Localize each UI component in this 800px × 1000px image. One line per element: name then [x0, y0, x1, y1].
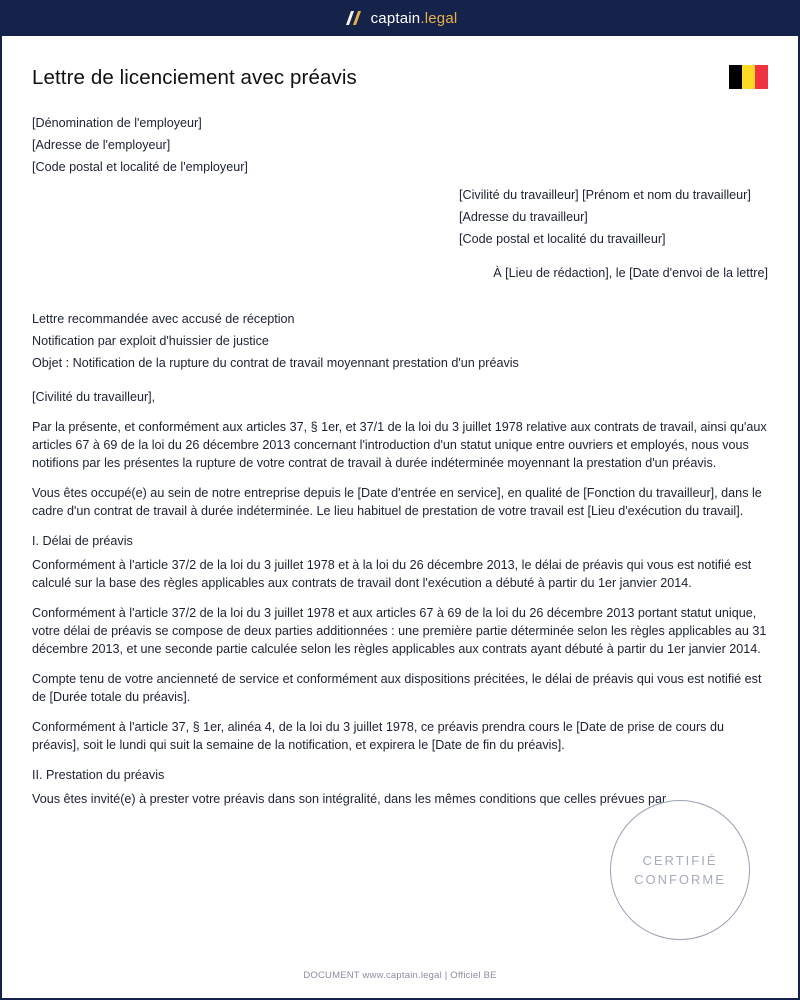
employer-line: [Dénomination de l'employeur]: [32, 116, 202, 130]
body-paragraph: Vous êtes occupé(e) au sein de notre entreprise depuis le [Date d'entrée en service], en qualité de [Fonction du travailleur], dans le cadre d'un contrat de travail à durée indéterminée. Le lieu habituel de prestation de votre travail est [Lieu d'exécution du travail].: [32, 486, 762, 518]
subject-line: Objet : Notification de la rupture du contrat de travail moyennant prestation d'un préavis: [32, 356, 519, 370]
stamp-line: CERTIFIÉ: [642, 853, 718, 868]
body-paragraph: Conformément à l'article 37/2 de la loi du 3 juillet 1978 et aux articles 67 à 69 de la loi du 26 décembre 2013 portant statut unique, votre délai de préavis se compose de deux parties additionnées : une première partie déterminée selon les règles applicables au 31 décembre 2013, et une seconde partie calculée selon les règles applicables aux contrats ayant débuté à partir du 1er janvier 2014.: [32, 606, 767, 656]
worker-line: [Adresse du travailleur]: [459, 210, 588, 224]
certified-stamp: [610, 800, 750, 940]
body-paragraph: Conformément à l'article 37, § 1er, alinéa 4, de la loi du 3 juillet 1978, ce préavis prendra cours le [Date de prise de cours du préavis], soit le lundi qui suit la semaine de la notification, et expirera le [Date de fin du préavis].: [32, 720, 724, 752]
brand-name: captain.legal: [370, 9, 458, 27]
body-paragraph: Compte tenu de votre ancienneté de service et conformément aux dispositions précitées, le délai de préavis qui vous est notifié est de [Durée totale du préavis].: [32, 672, 762, 704]
meta-line: Lettre recommandée avec accusé de réception: [32, 312, 295, 326]
document-title: Lettre de licenciement avec préavis: [32, 66, 357, 89]
stamp-line: CONFORME: [634, 872, 726, 887]
salutation: [Civilité du travailleur],: [32, 390, 156, 404]
employer-address: [32, 112, 772, 178]
body-paragraph: Vous êtes invité(e) à prester votre préavis dans son intégralité, dans les mêmes conditions que celles prévues par: [32, 792, 667, 806]
letter-body: [32, 64, 772, 820]
top-bar: [0, 0, 800, 36]
delivery-meta: [32, 308, 772, 374]
document-sheet: [2, 36, 798, 998]
place-date-line: À [Lieu de rédaction], le [Date d'envoi de la lettre]: [493, 266, 768, 280]
employer-line: [Code postal et localité de l'employeur]: [32, 160, 248, 174]
worker-line: [Code postal et localité du travailleur]: [459, 232, 666, 246]
brand-tld: .legal: [420, 9, 458, 27]
document-footer: DOCUMENT www.captain.legal | Officiel BE: [303, 970, 497, 981]
section-heading: I. Délai de préavis: [32, 534, 133, 548]
meta-line: Notification par exploit d'huissier de justice: [32, 334, 269, 348]
worker-line: [Civilité du travailleur] [Prénom et nom du travailleur]: [459, 188, 751, 202]
section-heading: II. Prestation du préavis: [32, 768, 165, 782]
double-slash-logo-icon: [343, 10, 363, 26]
brand-logo[interactable]: [343, 10, 458, 27]
employer-line: [Adresse de l'employeur]: [32, 138, 171, 152]
body-paragraph: Conformément à l'article 37/2 de la loi du 3 juillet 1978 et à la loi du 26 décembre 2013, le délai de préavis qui vous est notifié est calculé sur la base des règles applicables aux contrats de travail dont l'exécution a débuté à partir du 1er janvier 2014.: [32, 558, 752, 590]
worker-address: [459, 186, 759, 248]
body-paragraph: Par la présente, et conformément aux articles 37, § 1er, et 37/1 de la loi du 3 juillet 1978 relative aux contrats de travail, ainsi qu'aux articles 67 à 69 de la loi du 26 décembre 2013 concernant l'introduction d'un statut unique entre ouvriers et employés, nous vous notifions par les présentes la rupture de votre contrat de travail à durée indéterminée moyennant la prestation d'un préavis.: [32, 420, 767, 470]
